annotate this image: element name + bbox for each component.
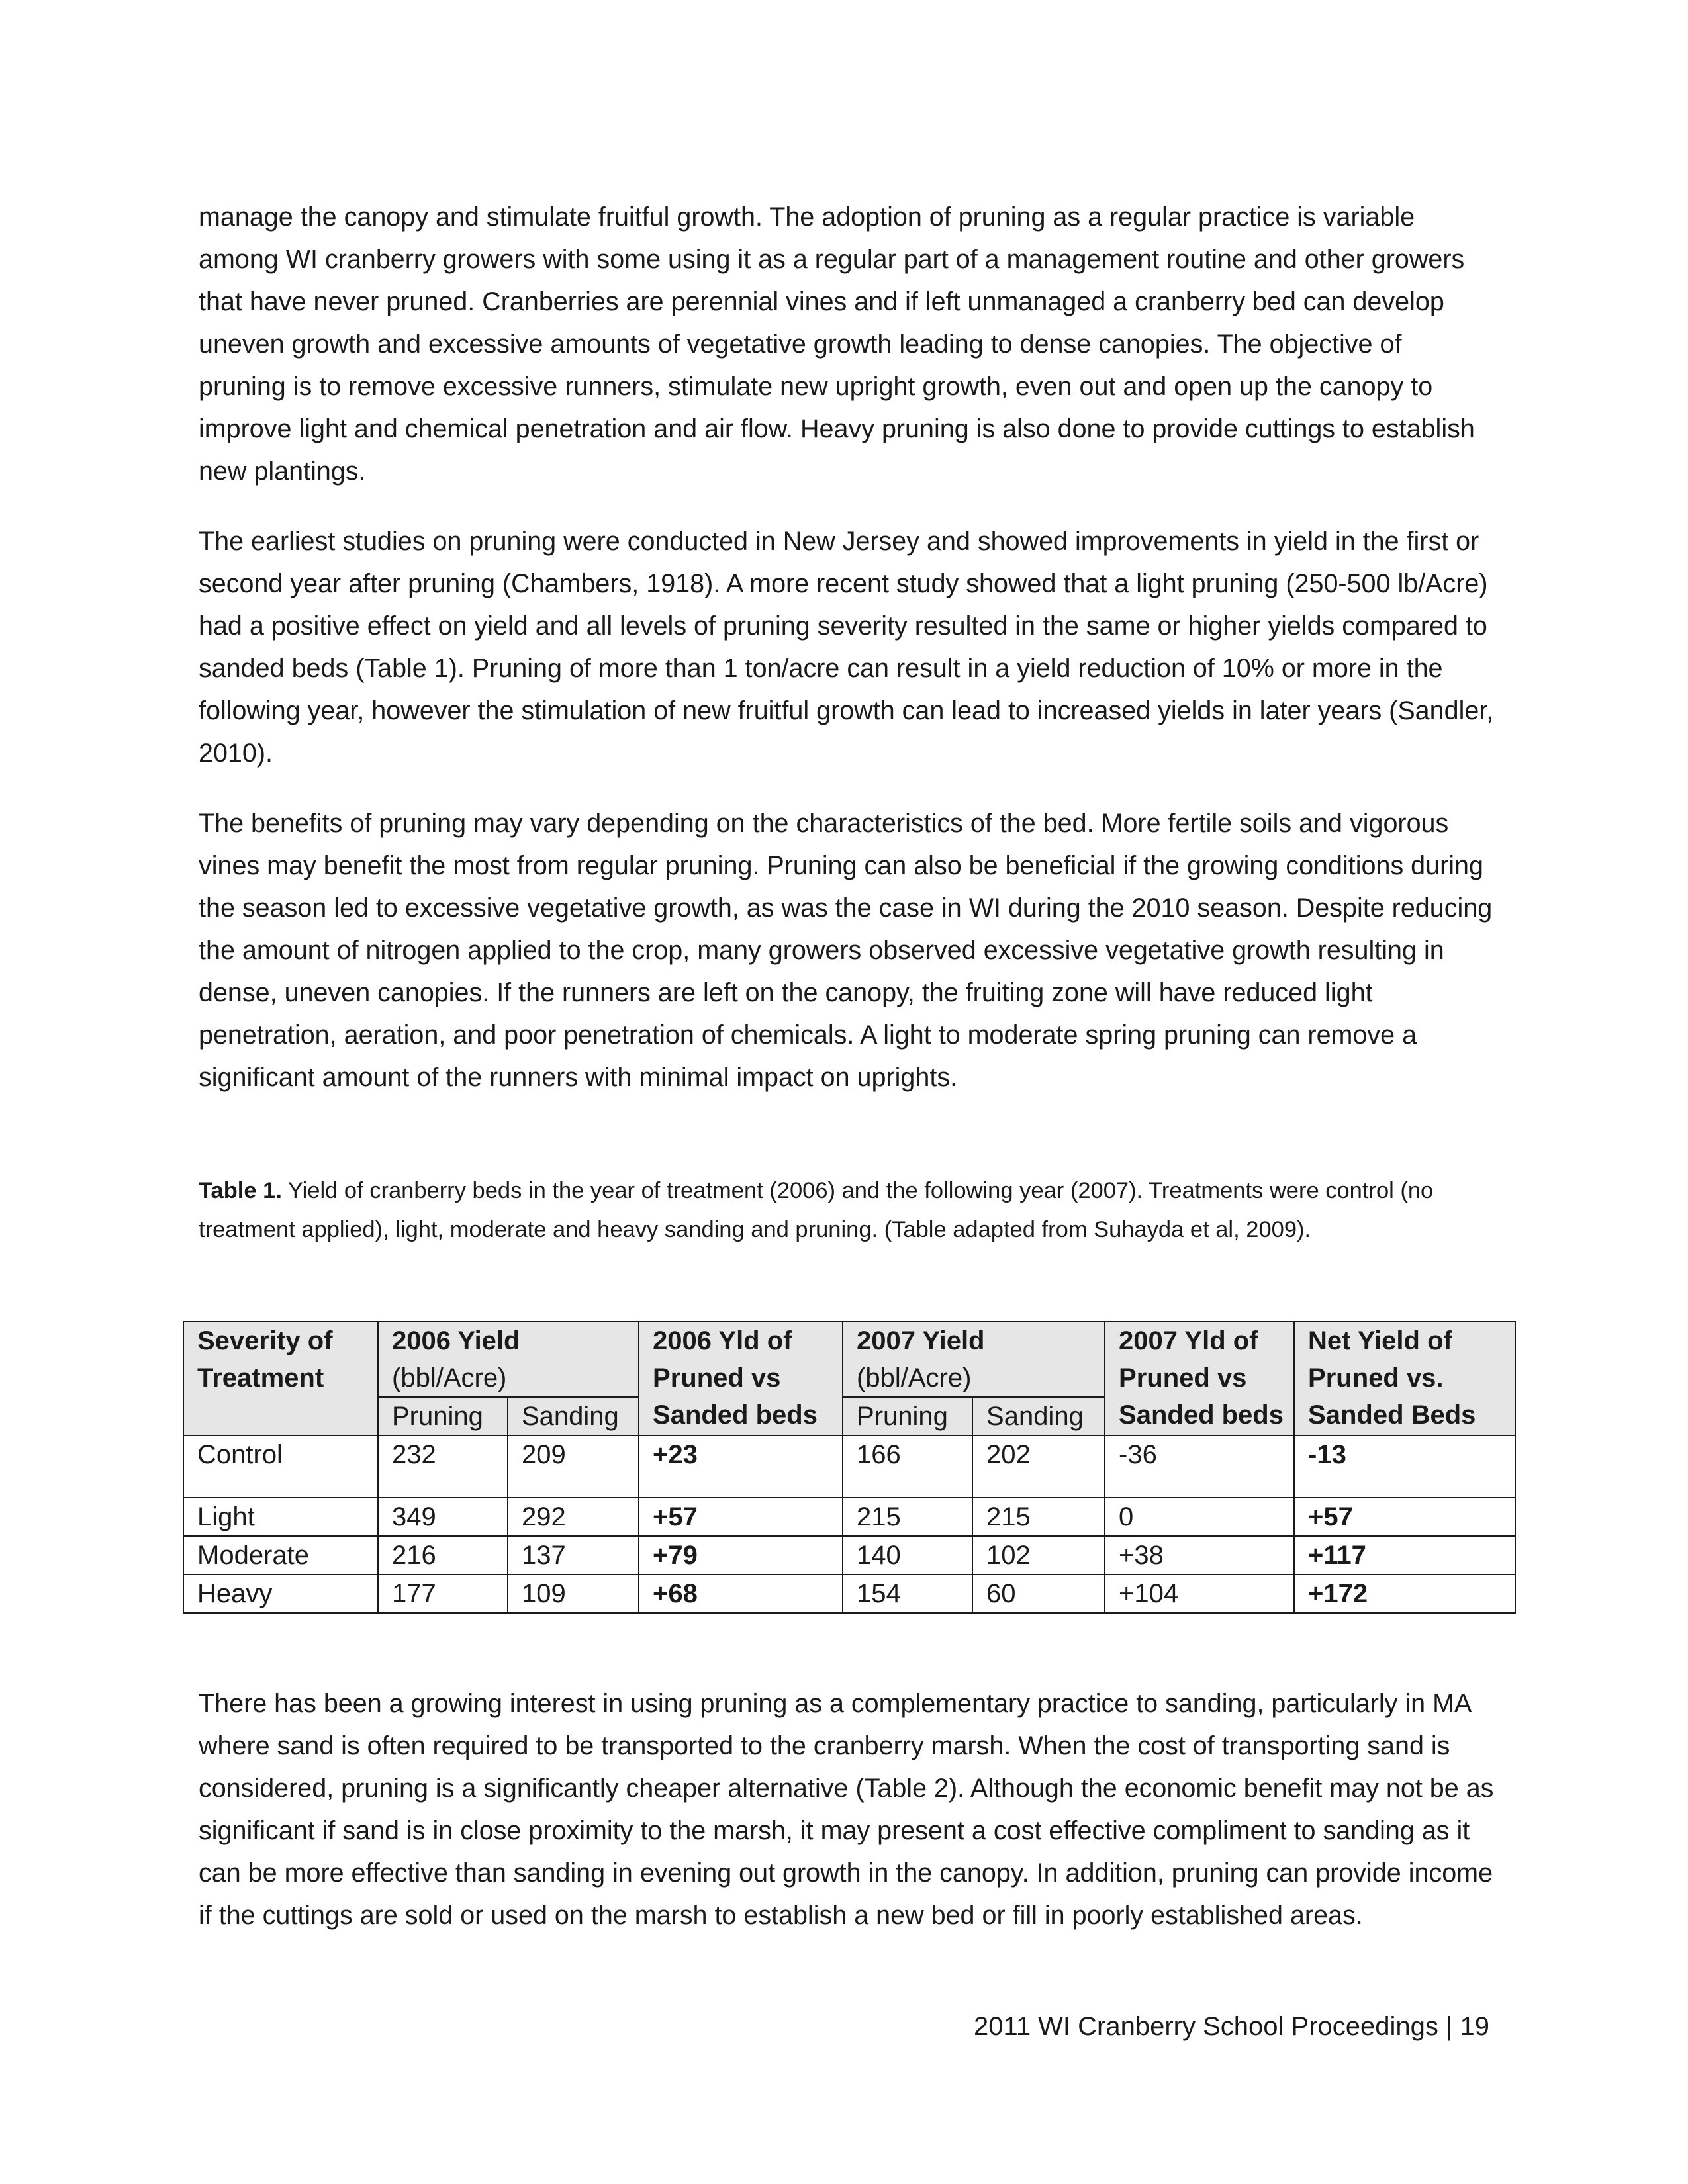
- cell-2006-pruning: 216: [378, 1536, 508, 1574]
- cell-net-yield: +172: [1294, 1574, 1515, 1613]
- table-caption: [199, 1171, 1496, 1250]
- body-paragraph-pruning-benefits: The benefits of pruning may vary depending on the characteristics of the bed. More fertile soils and vigorous vines may benefit the most from regular pruning. Pruning can also be beneficial if the growing conditions during the season led to excessive vegetative growth, as was the case in WI during the 2010 season. Despite reducing the amount of nitrogen applied to the crop, many growers observed excessive vegetative growth resulting in dense, uneven canopies. If the runners are left on the canopy, the fruiting zone will have reduced light penetration, aeration, and poor penetration of chemicals. A light to moderate spring pruning can remove a significant amount of the runners with minimal impact on uprights.: [199, 809, 1493, 1092]
- cell-treatment: Light: [183, 1498, 378, 1536]
- cell-2007-pruning: 140: [843, 1536, 972, 1574]
- cell-treatment: Control: [183, 1435, 378, 1498]
- cell-2006-pruning: 349: [378, 1498, 508, 1536]
- cell-2006-sanding: 109: [508, 1574, 639, 1613]
- cell-net-yield: +57: [1294, 1498, 1515, 1536]
- header-2007-sanding: Sanding: [972, 1397, 1105, 1435]
- cell-2006-difference: +68: [639, 1574, 843, 1613]
- cell-2006-difference: +23: [639, 1435, 843, 1498]
- cell-2006-difference: +57: [639, 1498, 843, 1536]
- cell-2006-pruning: 232: [378, 1435, 508, 1498]
- header-2007-pruned-vs-sanded: 2007 Yld of Pruned vs Sanded beds: [1105, 1322, 1294, 1435]
- header-severity: Severity of Treatment: [183, 1322, 378, 1435]
- cell-2007-sanding: 60: [972, 1574, 1105, 1613]
- cell-2006-pruning: 177: [378, 1574, 508, 1613]
- table-caption-label: Table 1.: [199, 1178, 282, 1203]
- yield-table: [183, 1321, 1516, 1614]
- cell-2007-pruning: 215: [843, 1498, 972, 1536]
- cell-2007-pruning: 154: [843, 1574, 972, 1613]
- body-paragraph-pruning-vs-sanding: There has been a growing interest in using pruning as a complementary practice to sanding, particularly in MA where sand is often required to be transported to the cranberry marsh. When the cost of transporting sand is considered, pruning is a significantly cheaper alternative (Table 2). Although the economic benefit may not be as significant if sand is in close proximity to the marsh, it may present a cost effective compliment to sanding as it can be more effective than sanding in evening out growth in the canopy. In addition, pruning can provide income if the cuttings are sold or used on the marsh to establish a new bed or fill in poorly established areas.: [199, 1689, 1494, 1930]
- cell-2006-sanding: 137: [508, 1536, 639, 1574]
- cell-2007-difference: -36: [1105, 1435, 1294, 1498]
- header-2006-pruned-vs-sanded: 2006 Yld of Pruned vs Sanded beds: [639, 1322, 843, 1435]
- header-2006-yield: 2006 Yield (bbl/Acre): [378, 1322, 639, 1397]
- table-row: [183, 1435, 1515, 1498]
- cell-treatment: Moderate: [183, 1536, 378, 1574]
- cell-treatment: Heavy: [183, 1574, 378, 1613]
- cell-2007-difference: +104: [1105, 1574, 1294, 1613]
- cell-2006-difference: +79: [639, 1536, 843, 1574]
- cell-2007-difference: +38: [1105, 1536, 1294, 1574]
- table-row: [183, 1574, 1515, 1613]
- header-net-yield: Net Yield of Pruned vs. Sanded Beds: [1294, 1322, 1515, 1435]
- cell-2006-sanding: 292: [508, 1498, 639, 1536]
- body-paragraph-pruning-intro: manage the canopy and stimulate fruitful growth. The adoption of pruning as a regular practice is variable among WI cranberry growers with some using it as a regular part of a management routine and other growers that have never pruned. Cranberries are perennial vines and if left unmanaged a cranberry bed can develop uneven growth and excessive amounts of vegetative growth leading to dense canopies. The objective of pruning is to remove excessive runners, stimulate new upright growth, even out and open up the canopy to improve light and chemical penetration and air flow. Heavy pruning is also done to provide cuttings to establish new plantings.: [199, 203, 1475, 486]
- cell-2007-pruning: 166: [843, 1435, 972, 1498]
- cell-2007-sanding: 202: [972, 1435, 1105, 1498]
- header-2006-pruning: Pruning: [378, 1397, 508, 1435]
- header-2007-yield: 2007 Yield (bbl/Acre): [843, 1322, 1105, 1397]
- cell-net-yield: +117: [1294, 1536, 1515, 1574]
- cell-2007-sanding: 102: [972, 1536, 1105, 1574]
- table-row: [183, 1498, 1515, 1536]
- cell-2007-difference: 0: [1105, 1498, 1294, 1536]
- cell-2007-sanding: 215: [972, 1498, 1105, 1536]
- header-2006-sanding: Sanding: [508, 1397, 639, 1435]
- page-footer: 2011 WI Cranberry School Proceedings | 19: [974, 2012, 1489, 2041]
- table-caption-text: Yield of cranberry beds in the year of treatment (2006) and the following year (2007). Treatments were control (no treatment applied), light, moderate and heavy sanding and pruning. (Table adapted from Suhayda et al, 2009).: [199, 1178, 1434, 1242]
- header-2007-pruning: Pruning: [843, 1397, 972, 1435]
- body-paragraph-pruning-studies: The earliest studies on pruning were conducted in New Jersey and showed improvements in yield in the first or second year after pruning (Chambers, 1918). A more recent study showed that a light pruning (250-500 lb/Acre) had a positive effect on yield and all levels of pruning severity resulted in the same or higher yields compared to sanded beds (Table 1). Pruning of more than 1 ton/acre can result in a yield reduction of 10% or more in the following year, however the stimulation of new fruitful growth can lead to increased yields in later years (Sandler, 2010).: [199, 527, 1494, 768]
- table-row: [183, 1536, 1515, 1574]
- cell-net-yield: -13: [1294, 1435, 1515, 1498]
- cell-2006-sanding: 209: [508, 1435, 639, 1498]
